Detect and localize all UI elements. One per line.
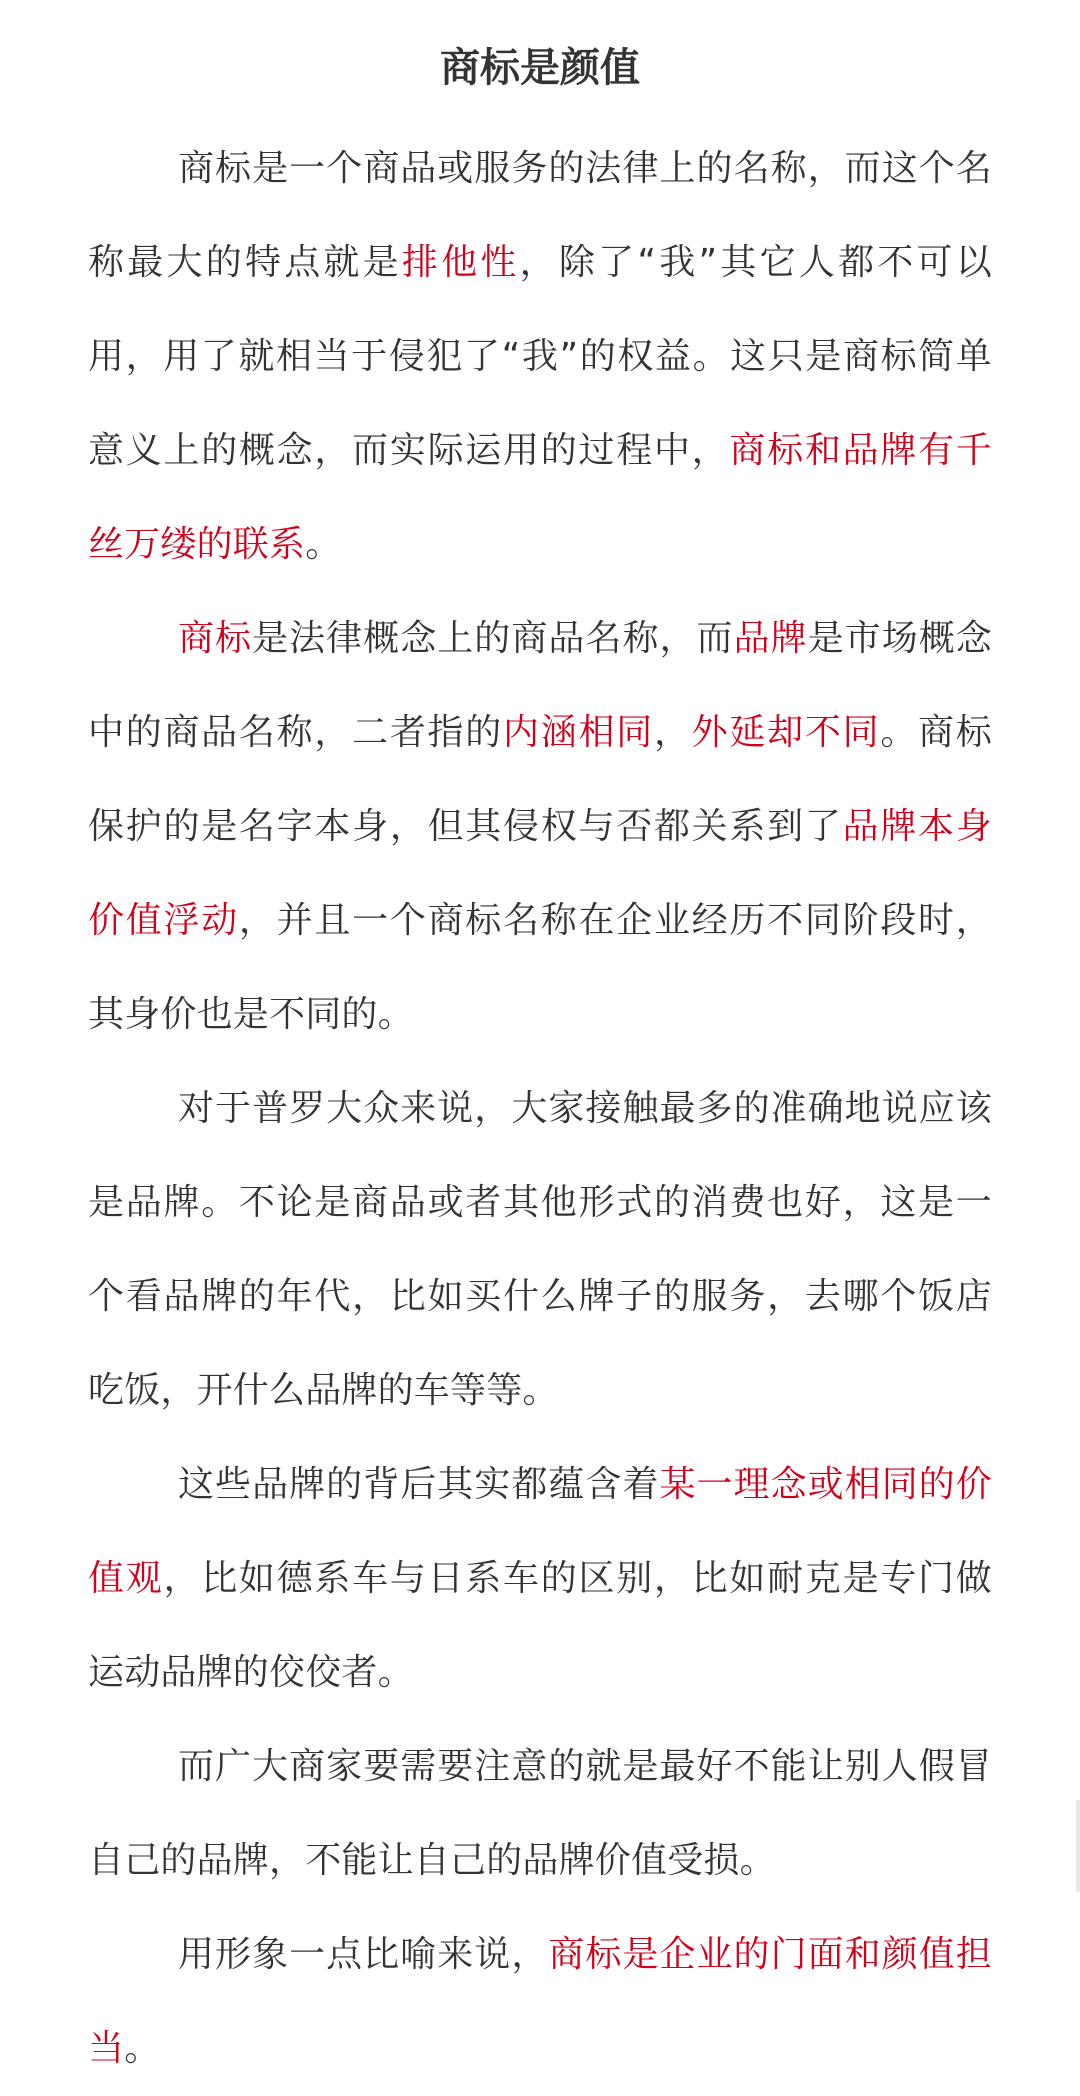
body-text: 商标是一个商品或服务的法律上的名称，而这个名称最大的特点就是 [88, 148, 992, 283]
body-text: 而广大商家要需要注意的就是最好不能让别人假冒自己的品牌，不能让自己的品牌价值受损。 [88, 1746, 992, 1881]
body-text: ，除了“我”其它人都不可以用，用了就相当于侵犯了“我”的权益。这只是商标简单意义上的概念，而实际运用的过程中， [88, 242, 992, 471]
highlighted-text: 外延却不同 [691, 712, 881, 753]
body-text: 是法律概念上的商品名称，而 [252, 618, 734, 659]
body-text: 是市场概念中的商品名称，二者指的 [88, 618, 992, 753]
article-body [88, 122, 992, 2096]
body-text: 这些品牌的背后其实都蕴含着 [178, 1464, 660, 1505]
highlighted-text: 内涵相同 [503, 712, 654, 753]
scrollbar-thumb[interactable] [1076, 1800, 1080, 1892]
highlighted-text: 排他性 [401, 242, 520, 283]
body-text: ，比如德系车与日系车的区别，比如耐克是专门做运动品牌的佼佼者。 [88, 1558, 992, 1693]
highlighted-text: 品牌 [733, 618, 808, 659]
paragraph [88, 122, 992, 592]
article-title: 商标是颜值 [440, 45, 640, 91]
body-text: 对于普罗大众来说，大家接触最多的准确地说应该是品牌。不论是商品或者其他形式的消费也好，这是一个看品牌的年代，比如买什么牌子的服务，去哪个饭店吃饭，开什么品牌的车等等。 [88, 1088, 992, 1411]
paragraph [88, 592, 992, 1062]
highlighted-text: 商标是企业的门面和颜值担当 [88, 1934, 992, 2069]
highlighted-text: 商标 [178, 618, 253, 659]
paragraph [88, 1438, 992, 1720]
highlighted-text: 某一理念或相同的价值观 [88, 1464, 992, 1599]
paragraph [88, 1720, 992, 1908]
paragraph [88, 1062, 992, 1438]
body-text: 用形象一点比喻来说， [178, 1934, 549, 1975]
highlighted-text: 品牌本身价值浮动 [88, 806, 992, 941]
body-text: 。 [305, 524, 342, 565]
body-text: 。 [124, 2028, 161, 2069]
body-text: ，并且一个商标名称在企业经历不同阶段时，其身价也是不同的。 [88, 900, 992, 1035]
body-text: ， [653, 712, 692, 753]
paragraph [88, 1908, 992, 2096]
highlighted-text: 商标和品牌有千丝万缕的联系 [88, 430, 993, 565]
body-text: 。商标保护的是名字本身，但其侵权与否都关系到了 [88, 712, 992, 847]
